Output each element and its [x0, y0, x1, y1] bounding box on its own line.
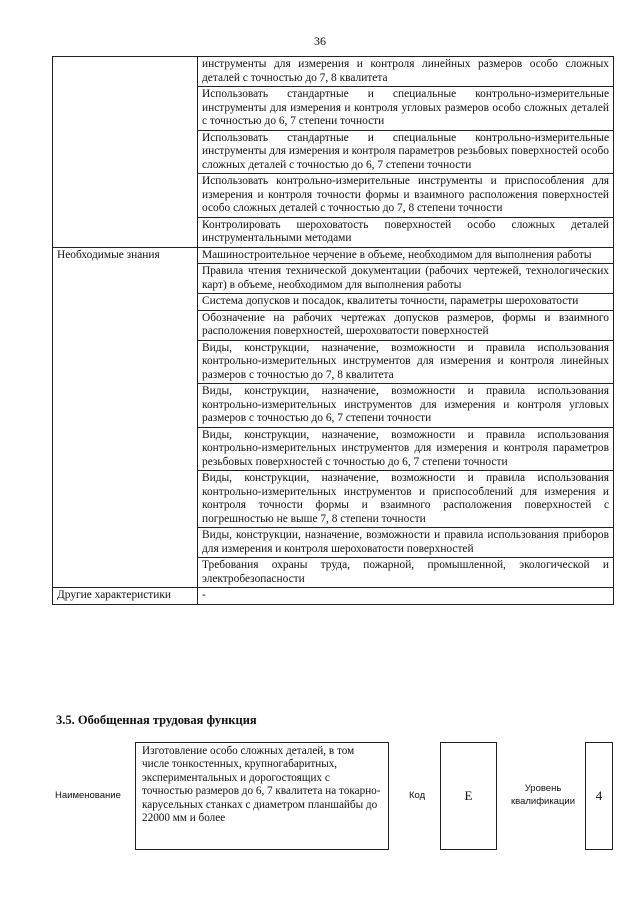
- table-row: [53, 247, 614, 264]
- generalized-function-block: [0, 742, 640, 854]
- table-row: [53, 57, 614, 87]
- table-row: [53, 588, 614, 605]
- knowledge-item: Машиностроительное черчение в объеме, необходимом для выполнения работы: [198, 247, 614, 264]
- other-characteristics-label: Другие характеристики: [53, 588, 198, 605]
- qualification-level-label: Уровень квалификации: [510, 783, 576, 807]
- knowledge-item: Виды, конструкции, назначение, возможности и правила использования контрольно-измерительных инструментов и приспособлений для измерения и контроля точности формы и взаимного расположения поверхностей с погрешностью не выше 7, 8 степени точности: [198, 471, 614, 528]
- skill-item: инструменты для измерения и контроля линейных размеров особо сложных деталей с точностью до 7, 8 квалитета: [198, 57, 614, 87]
- code-value: E: [440, 742, 497, 850]
- requirements-table: [52, 56, 614, 605]
- other-characteristics-value: -: [198, 588, 614, 605]
- knowledge-item: Требования охраны труда, пожарной, промышленной, экологической и электробезопасности: [198, 558, 614, 588]
- name-value: Изготовление особо сложных деталей, в том числе тонкостенных, крупногабаритных, экспериментальных и дорогостоящих с точностью размеров до 6, 7 квалитета на токарно-карусельных станках с диаметром планшайбы до 22000 мм и более: [135, 742, 389, 850]
- knowledge-item: Виды, конструкции, назначение, возможности и правила использования контрольно-измерительных инструментов для измерения и контроля линейных размеров с точностью до 7, 8 квалитета: [198, 340, 614, 384]
- knowledge-item: Виды, конструкции, назначение, возможности и правила использования приборов для измерения и контроля шероховатости поверхностей: [198, 528, 614, 558]
- knowledge-item: Виды, конструкции, назначение, возможности и правила использования контрольно-измерительных инструментов для измерения и контроля параметров резьбовых поверхностей с точностью до 6, 7 степени точности: [198, 427, 614, 471]
- name-label: Наименование: [55, 790, 121, 801]
- knowledge-item: Виды, конструкции, назначение, возможности и правила использования контрольно-измерительных инструментов для измерения и контроля угловых размеров с точностью до 6, 7 степени точности: [198, 384, 614, 428]
- skill-item: Контролировать шероховатость поверхностей особо сложных деталей инструментальными методами: [198, 217, 614, 247]
- skill-item: Использовать стандартные и специальные контрольно-измерительные инструменты для измерения и контроля параметров резьбовых поверхностей особо сложных деталей с точностью до 6, 7 степени точности: [198, 130, 614, 174]
- section-heading: 3.5. Обобщенная трудовая функция: [56, 713, 257, 727]
- knowledge-item: Система допусков и посадок, квалитеты точности, параметры шероховатости: [198, 294, 614, 311]
- page-number: 36: [314, 34, 326, 48]
- knowledge-item: Обозначение на рабочих чертежах допусков размеров, формы и взаимного расположения поверхностей, шероховатости поверхностей: [198, 310, 614, 340]
- skill-item: Использовать контрольно-измерительные инструменты и приспособления для измерения и контроля точности формы и взаимного расположения поверхностей особо сложных деталей с точностью до 7, 8 степени точности: [198, 174, 614, 218]
- skills-label-cell: [53, 57, 198, 248]
- code-label: Код: [409, 790, 426, 801]
- knowledge-label: Необходимые знания: [53, 247, 198, 588]
- knowledge-item: Правила чтения технической документации (рабочих чертежей, технологических карт) в объеме, необходимом для выполнения работы: [198, 264, 614, 294]
- qualification-level-value: 4: [585, 742, 613, 850]
- skill-item: Использовать стандартные и специальные контрольно-измерительные инструменты для измерения и контроля угловых размеров особо сложных деталей с точностью до 6, 7 степени точности: [198, 87, 614, 131]
